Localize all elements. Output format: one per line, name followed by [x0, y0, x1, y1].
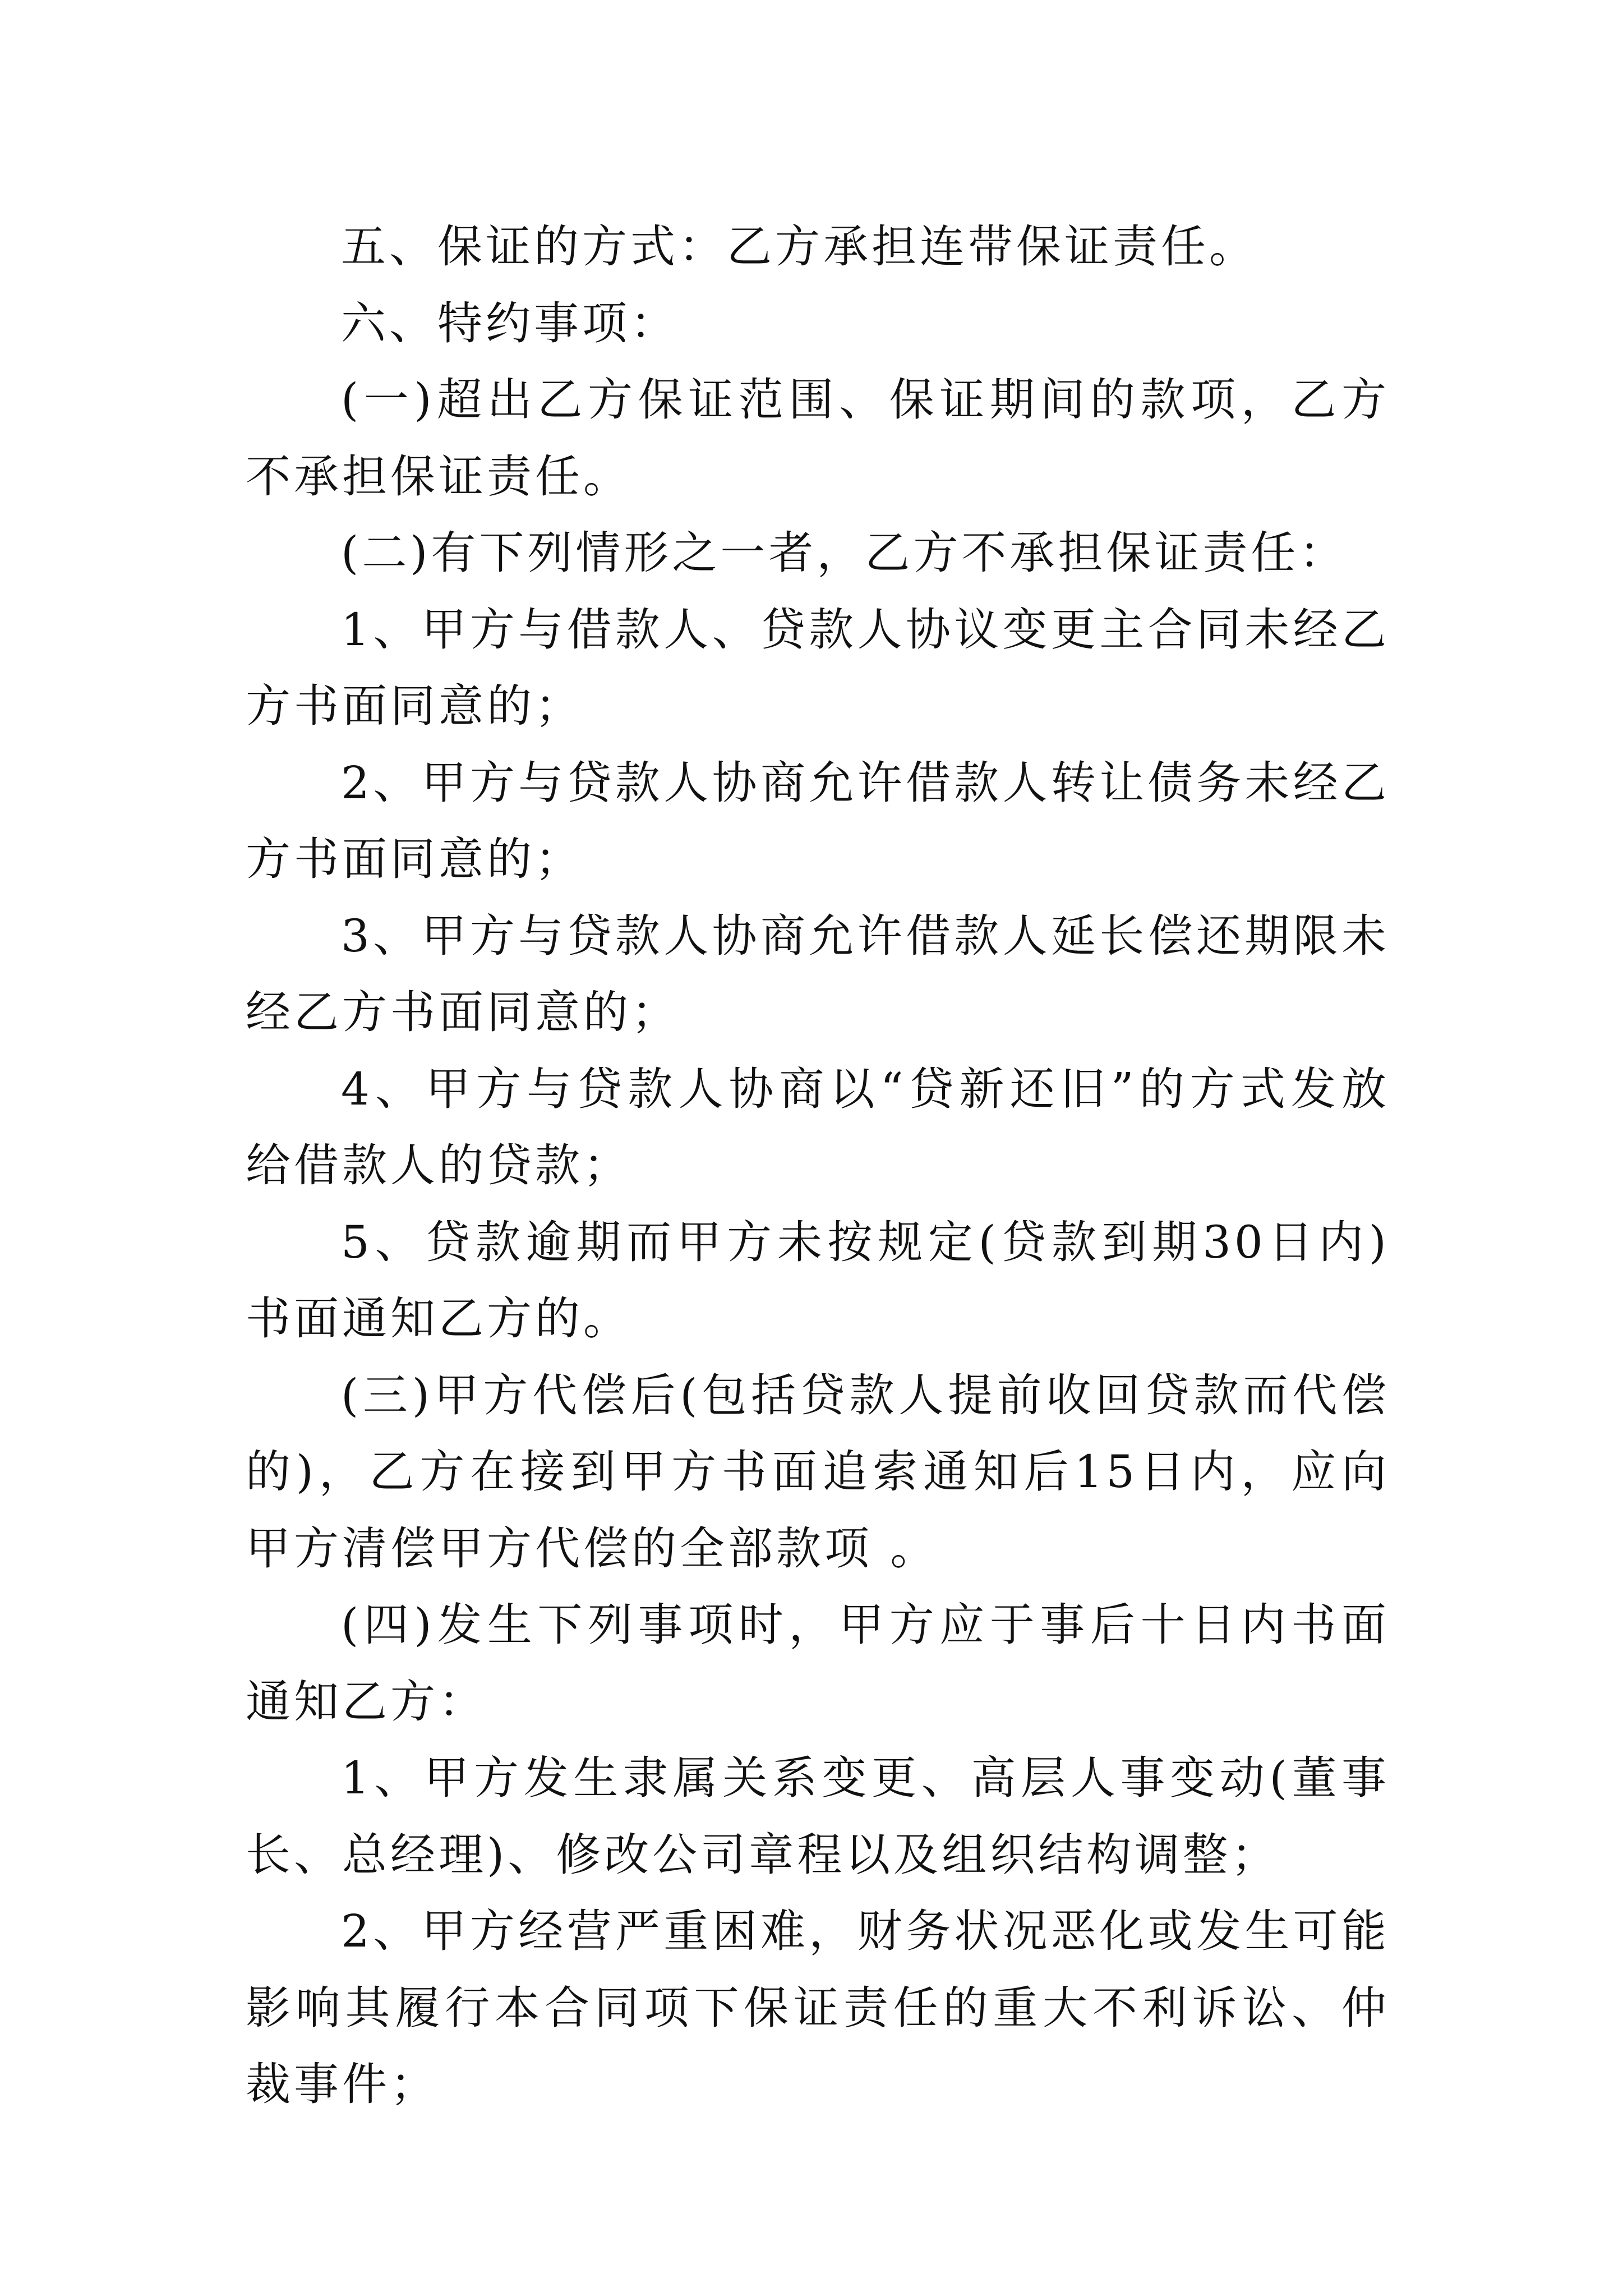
paragraph-term-4-item-1: 1、甲方发生隶属关系变更、高层人事变动(董事长、总经理)、修改公司章程以及组织结构调整； [246, 1752, 1390, 1881]
paragraph-term-4: (四)发生下列事项时，甲方应于事后十日内书面通知乙方： [246, 1599, 1390, 1728]
paragraph-term-4-item-2: 2、甲方经营严重困难，财务状况恶化或发生可能影响其履行本合同项下保证责任的重大不利诉讼、仲裁事件； [246, 1905, 1390, 2110]
paragraph-guarantee-method: 五、保证的方式：乙方承担连带保证责任。 [341, 220, 1257, 273]
paragraph-special-terms-heading: 六、特约事项： [341, 297, 679, 349]
document-body [246, 209, 1390, 2123]
paragraph-term-3: (三)甲方代偿后(包括贷款人提前收回贷款而代偿的)，乙方在接到甲方书面追索通知后15日内，应向甲方清偿甲方代偿的全部款项 。 [246, 1369, 1390, 1575]
paragraph-term-2-item-2: 2、甲方与贷款人协商允许借款人转让债务未经乙方书面同意的； [246, 756, 1390, 885]
paragraph-term-2-item-1: 1、甲方与借款人、贷款人协议变更主合同未经乙方书面同意的； [246, 603, 1390, 732]
paragraph-term-1: (一)超出乙方保证范围、保证期间的款项，乙方不承担保证责任。 [246, 374, 1390, 503]
paragraph-term-2-item-5: 5、贷款逾期而甲方未按规定(贷款到期30日内)书面通知乙方的。 [246, 1216, 1390, 1345]
paragraph-term-2-item-3: 3、甲方与贷款人协商允许借款人延长偿还期限未经乙方书面同意的； [246, 909, 1390, 1038]
paragraph-term-2: (二)有下列情形之一者，乙方不承担保证责任： [341, 527, 1348, 579]
paragraph-term-2-item-4: 4、甲方与贷款人协商以“贷新还旧”的方式发放给借款人的贷款； [246, 1062, 1390, 1191]
